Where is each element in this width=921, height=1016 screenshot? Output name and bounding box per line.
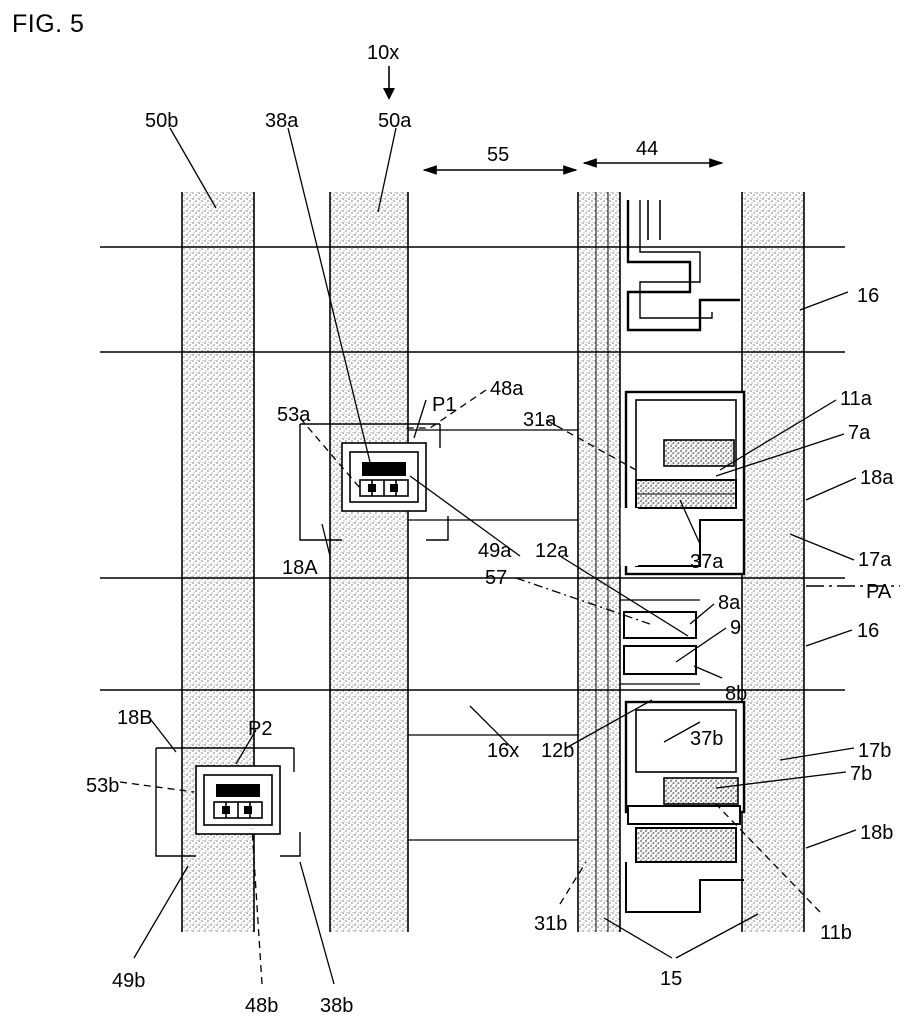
- callout-9: 9: [730, 617, 742, 639]
- callout-48b: 48b: [245, 995, 279, 1016]
- callout-31a: 31a: [523, 409, 557, 431]
- callout-53a: 53a: [277, 404, 311, 426]
- callout-53b: 53b: [86, 775, 120, 797]
- callout-16x: 16x: [487, 740, 520, 762]
- callout-7a: 7a: [848, 422, 871, 444]
- callout-38b: 38b: [320, 995, 354, 1016]
- callout-37b: 37b: [690, 728, 724, 750]
- callout-18A-upper: 18A: [282, 557, 318, 579]
- dimension-55: 55: [487, 144, 510, 166]
- callout-49b: 49b: [112, 970, 146, 992]
- callout-31b: 31b: [534, 913, 568, 935]
- callout-49a: 49a: [478, 540, 512, 562]
- callout-18B-lower: 18B: [117, 707, 153, 729]
- callout-50b: 50b: [145, 110, 179, 132]
- callout-16-right: 16: [857, 620, 880, 642]
- callout-7b: 7b: [850, 763, 873, 785]
- callout-18a: 18a: [860, 467, 894, 489]
- callout-8a: 8a: [718, 592, 741, 614]
- callout-p1: P1: [432, 394, 457, 416]
- callout-48a: 48a: [490, 378, 524, 400]
- callout-pa: PA: [866, 581, 892, 603]
- callout-11a: 11a: [840, 388, 872, 410]
- callout-37a: 37a: [690, 551, 724, 573]
- callout-15: 15: [660, 968, 683, 990]
- callout-57: 57: [485, 567, 508, 589]
- callout-38a: 38a: [265, 110, 299, 132]
- callout-11b: 11b: [820, 922, 852, 944]
- device-label-10x: 10x: [367, 42, 400, 64]
- callout-17b: 17b: [858, 740, 892, 762]
- callout-p2: P2: [248, 718, 273, 740]
- dimension-44: 44: [636, 138, 659, 160]
- figure-title: FIG. 5: [12, 10, 85, 38]
- callout-12a: 12a: [535, 540, 569, 562]
- callout-18b: 18b: [860, 822, 894, 844]
- callout-17a: 17a: [858, 549, 892, 571]
- callout-8b: 8b: [725, 683, 748, 705]
- callout-50a: 50a: [378, 110, 412, 132]
- callout-12b: 12b: [541, 740, 575, 762]
- callout-16-top-right: 16: [857, 285, 880, 307]
